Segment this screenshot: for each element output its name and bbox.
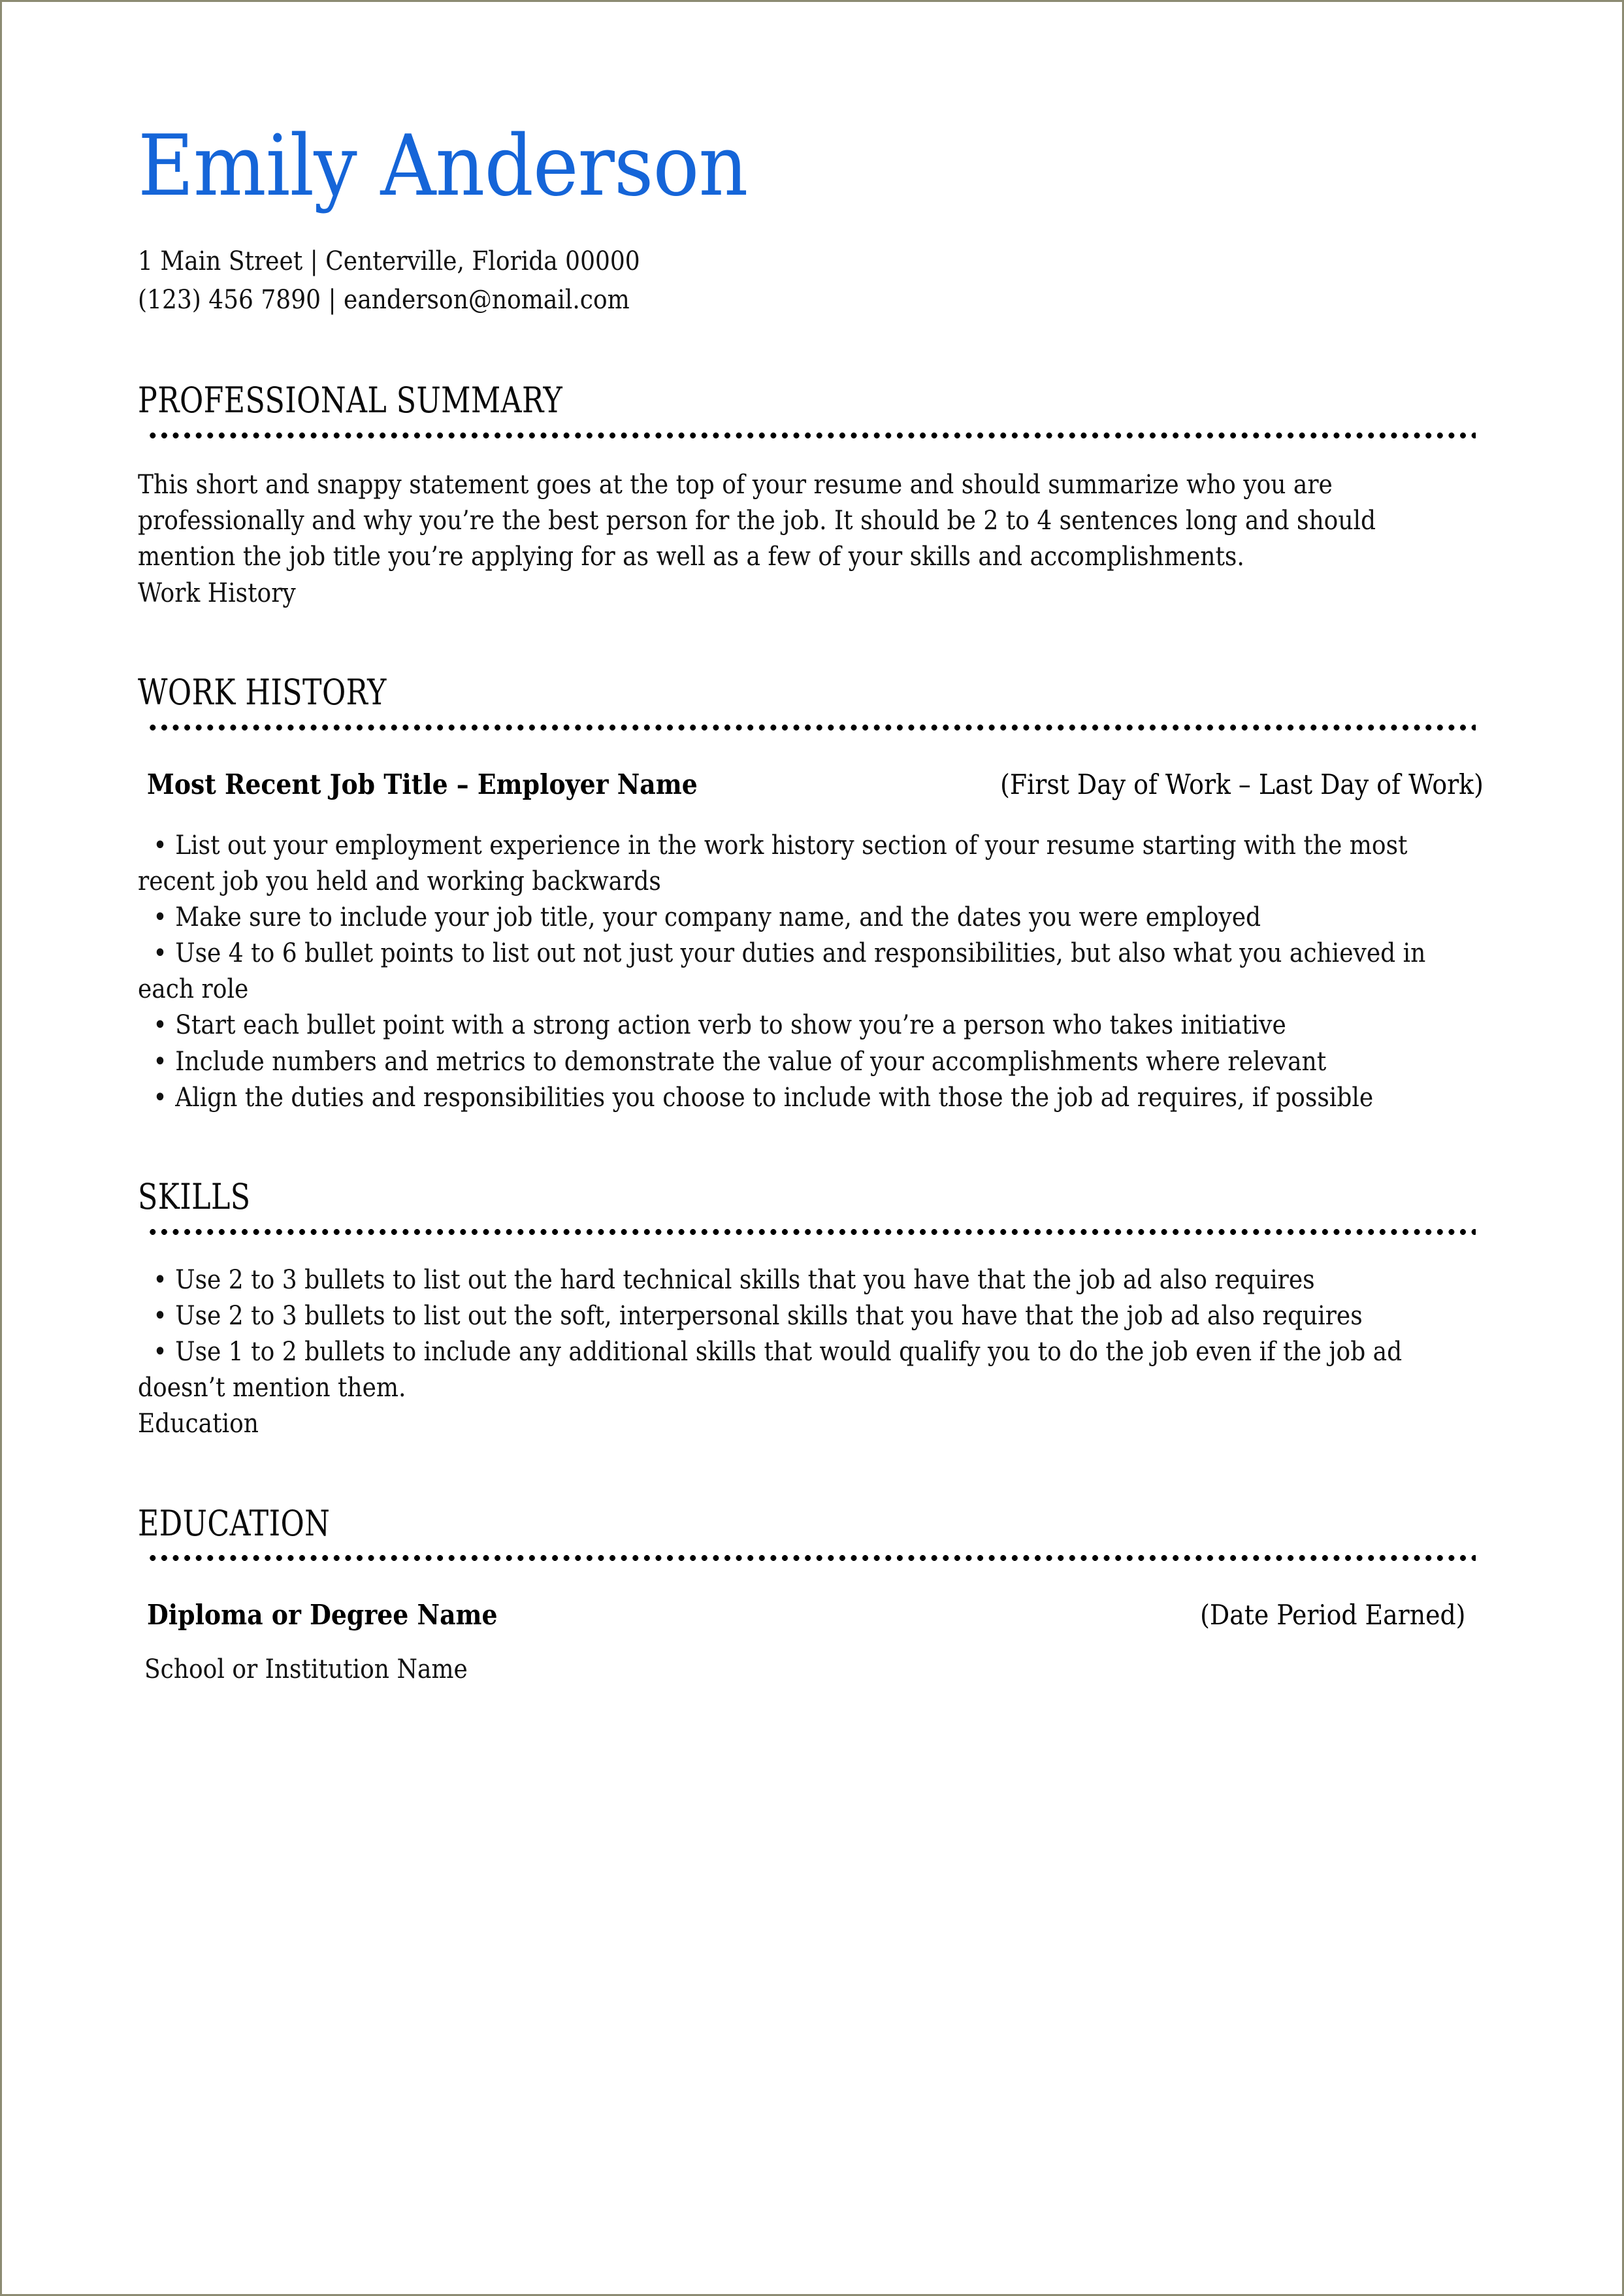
list-item-text: List out your employment experience in the work history section of your resume starting with the most recent job you held and working backwards (138, 830, 1408, 896)
summary-text: This short and snappy statement goes at the top of your resume and should summarize who you are professionally and why you’re the best person for the job. It should be 2 to 4 sentences long and should mention the job title you’re applying for as well as a few of your skills and accomplishments. (138, 470, 1376, 572)
list-item-text: Start each bullet point with a strong action verb to show you’re a person who takes initiative (175, 1010, 1286, 1041)
list-item (138, 1298, 1472, 1334)
bullet-icon: • (153, 1337, 167, 1368)
section-skills (138, 1176, 1484, 1443)
school-name: School or Institution Name (144, 1654, 468, 1685)
list-item-text: Use 2 to 3 bullets to list out the soft, interpersonal skills that you have that the job ad also requires (175, 1300, 1363, 1331)
summary-paragraph (138, 467, 1472, 612)
list-item-text: Use 1 to 2 bullets to include any additional skills that would qualify you to do the job even if the job ad doesn’t mention them. (138, 1337, 1403, 1403)
page-title: Emily Anderson (138, 118, 748, 215)
spacer (138, 1116, 1484, 1179)
list-item-text: Align the duties and responsibilities you choose to include with those the job ad requires, if possible (175, 1082, 1374, 1113)
spacer (138, 612, 1484, 674)
contact-block (138, 242, 1349, 320)
work-history-bullets (138, 828, 1472, 1117)
skills-bullets (138, 1262, 1472, 1407)
list-item (138, 1008, 1472, 1043)
section-heading-education: EDUCATION (138, 1502, 331, 1544)
contact-address: 1 Main Street | Centerville, Florida 00000 (138, 246, 640, 276)
list-item-text: Include numbers and metrics to demonstrate the value of your accomplishments where relevant (175, 1046, 1327, 1077)
list-item (138, 1044, 1472, 1080)
spacer (138, 1443, 1484, 1505)
bullet-icon: • (153, 938, 167, 969)
contact-phone-email: (123) 456 7890 | eanderson@nomail.com (138, 285, 630, 316)
bullet-icon: • (153, 1264, 167, 1295)
list-item (138, 1262, 1472, 1298)
list-item (138, 900, 1472, 936)
dotted-divider (147, 725, 1476, 730)
bullet-icon: • (153, 1082, 167, 1113)
dotted-divider (147, 1555, 1476, 1561)
bullet-icon: • (153, 1046, 167, 1077)
list-item-text: Use 4 to 6 bullet points to list out not just your duties and responsibilities, but also what you achieved in each role (138, 938, 1426, 1005)
list-item-text: Use 2 to 3 bullets to list out the hard technical skills that you have that the job ad also requires (175, 1264, 1315, 1295)
spacer (138, 320, 1484, 382)
skills-trailing-line: Education (138, 1409, 259, 1439)
degree-date: (Date Period Earned) (1199, 1599, 1465, 1632)
section-heading-work-history: WORK HISTORY (138, 671, 387, 713)
work-entry-header (138, 768, 1484, 800)
job-title: Most Recent Job Title – Employer Name (147, 768, 698, 800)
dotted-divider (147, 1229, 1476, 1235)
list-item (138, 828, 1472, 900)
bullet-icon: • (153, 830, 167, 861)
section-heading-summary: PROFESSIONAL SUMMARY (138, 380, 563, 421)
summary-trailing-line: Work History (138, 578, 296, 608)
section-education (138, 1502, 1484, 1685)
section-professional-summary (138, 382, 1484, 611)
bullet-icon: • (153, 1010, 167, 1041)
list-item (138, 936, 1472, 1008)
bullet-icon: • (153, 902, 167, 932)
list-item (138, 1080, 1472, 1116)
dotted-divider (147, 433, 1476, 438)
resume-content (138, 2, 1484, 1684)
section-heading-skills: SKILLS (138, 1176, 251, 1217)
section-work-history (138, 671, 1484, 1116)
degree-name: Diploma or Degree Name (147, 1599, 498, 1632)
list-item-text: Make sure to include your job title, your company name, and the dates you were employed (175, 902, 1261, 932)
list-item (138, 1334, 1472, 1406)
education-entry-header (138, 1599, 1484, 1631)
bullet-icon: • (153, 1300, 167, 1331)
job-dates: (First Day of Work – Last Day of Work) (1000, 768, 1484, 800)
